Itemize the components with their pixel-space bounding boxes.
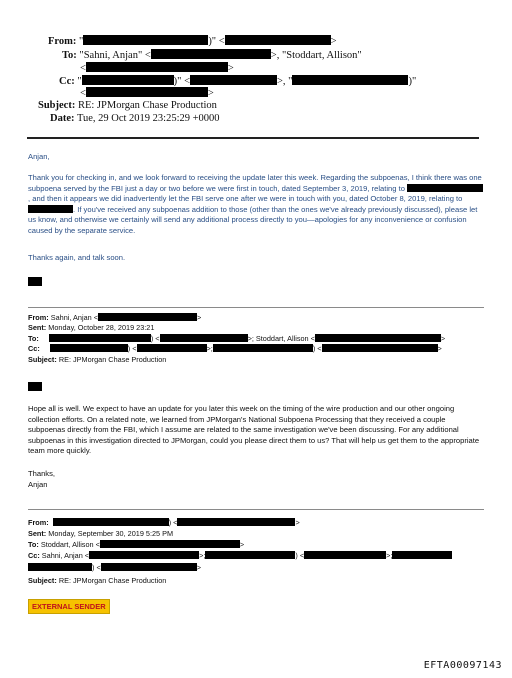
msg2-to-mid2: >; Stoddart, Allison < — [247, 334, 315, 343]
redaction — [137, 344, 207, 352]
redaction — [205, 551, 295, 559]
redaction — [292, 75, 408, 85]
header-to-line — [62, 49, 362, 62]
msg3-cc-value: Sahni, Anjan < — [41, 551, 90, 560]
msg2-sent-label: Sent: — [28, 323, 47, 332]
msg3-sent-line — [28, 529, 173, 538]
redaction — [160, 334, 248, 342]
msg3-subject-value: RE: JPMorgan Chase Production — [58, 576, 167, 585]
msg2-sent-value: Monday, October 28, 2019 23:21 — [48, 323, 155, 332]
msg3-subject-line — [28, 576, 166, 585]
reply-text-b: , and then it appears we did inadvertently let the FBI serve one after we were in touch with you, dated October 8, 2019, relating to — [28, 194, 463, 204]
msg3-from-mid: ) < — [168, 518, 178, 527]
msg3-from-line — [28, 518, 300, 527]
msg2-to-line — [28, 334, 445, 343]
msg2-thanks: Thanks, — [28, 469, 56, 478]
msg2-cc-line — [28, 344, 442, 353]
header-date-line — [50, 112, 220, 125]
header-cc2-suffix: > — [207, 88, 214, 99]
header-date-value: Tue, 29 Oct 2019 23:25:29 +0000 — [76, 113, 220, 124]
msg3-to-value: Stoddart, Allison < — [40, 540, 100, 549]
redaction — [322, 344, 438, 352]
redaction — [82, 75, 174, 85]
header-subject-value: RE: JPMorgan Chase Production — [77, 100, 217, 111]
msg3-cc-label: Cc: — [28, 551, 40, 560]
redaction — [28, 563, 92, 571]
header-to-prefix: "Sahni, Anjan" < — [79, 50, 151, 61]
header-from-mid: )" < — [208, 36, 225, 47]
message-divider — [28, 509, 484, 510]
header-to-mid: >, "Stoddart, Allison" — [270, 50, 362, 61]
header-subject-line — [38, 99, 217, 112]
redaction-greeting — [28, 382, 42, 391]
msg3-cc2-mid: ) < — [92, 563, 101, 572]
redaction — [304, 551, 386, 559]
redaction — [100, 540, 240, 548]
redaction — [407, 184, 483, 192]
msg2-from-value: Sahni, Anjan < — [50, 313, 98, 322]
bates-number: EFTA00097143 — [423, 660, 502, 671]
redaction — [89, 551, 199, 559]
header-to-line2 — [80, 62, 234, 75]
msg2-from-label: From: — [28, 313, 49, 322]
header-from-suffix: > — [330, 36, 337, 47]
header-cc-prefix: " — [77, 76, 82, 87]
header-cc2-prefix: < — [80, 88, 86, 99]
header-cc-label: Cc: — [59, 76, 75, 87]
msg2-sent-line — [28, 323, 154, 332]
header-date-label: Date: — [50, 113, 75, 124]
header-cc-mid2: >, " — [277, 76, 293, 87]
header-to2-prefix: < — [80, 63, 86, 74]
redaction — [98, 313, 197, 321]
reply-paragraph — [28, 173, 484, 237]
msg3-from-suffix: > — [295, 518, 300, 527]
redaction — [225, 35, 331, 45]
msg2-to-suffix: > — [440, 334, 446, 343]
msg3-sent-value: Monday, September 30, 2019 5:25 PM — [48, 529, 174, 538]
redaction — [151, 49, 271, 59]
redaction — [190, 75, 277, 85]
msg2-subject-line — [28, 355, 166, 364]
redaction — [392, 551, 452, 559]
header-cc-mid: )" < — [173, 76, 191, 87]
msg3-cc-line2 — [28, 563, 201, 572]
redaction — [53, 518, 169, 526]
redaction — [28, 205, 73, 213]
redaction — [177, 518, 295, 526]
header-from-prefix: " — [79, 36, 84, 47]
msg2-to-label: To: — [28, 334, 39, 343]
redaction — [83, 35, 208, 45]
redaction — [86, 62, 228, 72]
msg2-to-mid: ) < — [150, 334, 160, 343]
header-to2-suffix: > — [227, 63, 234, 74]
reply-text-a: Thank you for checking in, and we look forward to receiving the update later this week. Regarding the subpoenas, I think there was one subpoena served by the FBI just a day or two before we were first in touch, dated September 3, 2019, relating to — [28, 173, 482, 193]
msg2-cc-mid2: >; — [206, 344, 213, 353]
msg2-paragraph: Hope all is well. We expect to have an update for you later this week on the timing of the wire production and our other ongoing collection efforts. On a related note, we learned from JPMorgan's National Subpoena Processing that they received a couple subpoenas directly from the FBI, which I assume are related to the same investigation we've been discussing. For any additional subpoenas in this investigation directed to JPMorgan, could you please direct them to us? That will help us get them to the appropriate team more quickly. — [28, 404, 480, 456]
redaction — [101, 563, 197, 571]
msg2-cc-mid3: ) < — [312, 344, 322, 353]
msg3-sent-label: Sent: — [28, 529, 47, 538]
header-from-label: From: — [48, 36, 77, 47]
redaction — [49, 334, 151, 342]
header-to-label: To: — [62, 50, 77, 61]
header-cc-suffix: )" — [408, 76, 417, 87]
msg3-to-label: To: — [28, 540, 39, 549]
msg2-cc-label: Cc: — [28, 344, 40, 353]
msg3-cc-mid: >; — [199, 551, 206, 560]
msg2-from-suffix: > — [197, 313, 202, 322]
external-sender-badge: EXTERNAL SENDER — [28, 599, 110, 614]
greeting: Anjan, — [28, 152, 50, 161]
msg3-subject-label: Subject: — [28, 576, 57, 585]
reply-thanks: Thanks again, and talk soon. — [28, 253, 126, 262]
msg2-cc-suffix: > — [437, 344, 442, 353]
header-subject-label: Subject: — [38, 100, 76, 111]
msg3-cc-line — [28, 551, 452, 560]
msg3-to-suffix: > — [239, 540, 245, 549]
msg2-subject-label: Subject: — [28, 355, 57, 364]
reply-text-c: . If you've received any subpoenas addition to those (other than the ones we've already previously discussed), please let us know, and otherwise we certainly will send any additional process directly to you—apologies for any inconvenience or confusion caused by the separate service. — [28, 204, 478, 235]
msg2-signature: Anjan — [28, 480, 48, 489]
message-divider — [28, 307, 484, 308]
redaction — [315, 334, 441, 342]
msg3-cc2-suffix: > — [196, 563, 201, 572]
msg3-from-label: From: — [28, 518, 49, 527]
msg3-cc-mid2: ) < — [295, 551, 305, 560]
msg3-to-line — [28, 540, 244, 549]
header-from-line — [48, 35, 337, 48]
redaction — [213, 344, 313, 352]
redaction-signature — [28, 277, 42, 286]
msg2-cc-mid: ) < — [127, 344, 137, 353]
header-divider — [27, 137, 479, 139]
msg2-from-line — [28, 313, 201, 322]
msg2-subject-value: RE: JPMorgan Chase Production — [58, 355, 167, 364]
msg3-cc-mid3: >; — [386, 551, 393, 560]
redaction — [86, 87, 208, 97]
redaction — [50, 344, 128, 352]
